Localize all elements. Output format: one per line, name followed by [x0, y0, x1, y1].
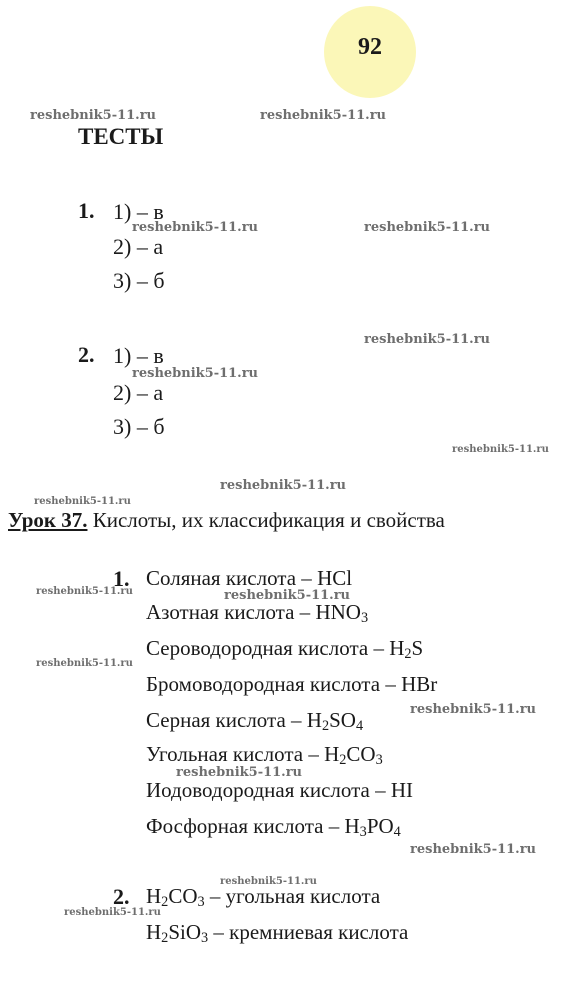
acid-line — [146, 672, 437, 697]
acid-name: Сероводородная кислота – — [146, 636, 390, 660]
formula-subscript: 2 — [339, 752, 347, 769]
watermark: reshebnik5-11.ru — [364, 220, 491, 235]
formula-subscript: 3 — [197, 894, 205, 911]
watermark: reshebnik5-11.ru — [36, 658, 133, 669]
acid-line — [146, 636, 423, 661]
lesson-title: Кислоты, их классификация и свойства — [92, 508, 445, 532]
formula-subscript: 4 — [355, 718, 364, 735]
acid-name: Угольная кислота – — [146, 742, 325, 766]
formula-subscript: 2 — [404, 646, 412, 663]
formula-subscript: 4 — [393, 824, 401, 841]
test-answer: 1) – в — [113, 199, 164, 224]
formula-subscript: 2 — [321, 718, 330, 735]
watermark: reshebnik5-11.ru — [260, 108, 387, 123]
acid-formula: SiO — [168, 920, 201, 944]
watermark: reshebnik5-11.ru — [132, 366, 259, 381]
watermark: reshebnik5-11.ru — [176, 765, 303, 780]
acid-formula: H — [324, 742, 340, 766]
acid-formula: H — [344, 814, 360, 838]
watermark: reshebnik5-11.ru — [132, 220, 259, 235]
test-question-number: 2. — [78, 342, 95, 367]
acid-formula: S — [411, 636, 424, 660]
task-number: 1. — [113, 566, 130, 591]
watermark: reshebnik5-11.ru — [410, 842, 537, 857]
acid-name: Серная кислота – — [146, 708, 307, 732]
acid-name: Фосфорная кислота – — [146, 814, 345, 838]
acid-line — [146, 814, 401, 839]
acid-name: Соляная кислота – — [146, 566, 318, 590]
test-answer: 1) – в — [113, 343, 164, 368]
acid-formula: PO — [366, 814, 394, 838]
acid-formula: H — [389, 636, 405, 660]
test-answer: 2) – а — [113, 380, 164, 405]
watermark: reshebnik5-11.ru — [224, 588, 351, 603]
watermark: reshebnik5-11.ru — [220, 478, 347, 493]
acid-formula: CO — [346, 742, 376, 766]
acid-name: Бромоводородная кислота – — [146, 672, 402, 696]
test-question-number: 1. — [78, 198, 95, 223]
formula-subscript: 3 — [201, 930, 209, 947]
acid-formula: HBr — [401, 672, 438, 696]
acid-name: – угольная кислота — [204, 884, 381, 908]
acid-line — [146, 778, 413, 803]
acid-line — [146, 566, 352, 591]
test-answer: 3) – б — [113, 414, 165, 439]
formula-subscript: 3 — [360, 610, 369, 627]
watermark: reshebnik5-11.ru — [220, 876, 317, 887]
acid-formula: HI — [390, 778, 414, 802]
watermark: reshebnik5-11.ru — [452, 444, 549, 455]
acid-formula: H — [146, 920, 162, 944]
watermark: reshebnik5-11.ru — [410, 702, 537, 717]
acid-formula: SO — [329, 708, 356, 732]
formula-subscript: 3 — [359, 824, 367, 841]
acid-name: Азотная кислота – — [146, 600, 316, 624]
acid-formula: CO — [168, 884, 198, 908]
lesson-label: Урок 37. — [8, 508, 88, 532]
formula-subscript: 2 — [161, 930, 169, 947]
test-answer: 2) – а — [113, 234, 164, 259]
watermark: reshebnik5-11.ru — [36, 586, 133, 597]
acid-formula: HNO — [315, 600, 361, 624]
formula-subscript: 3 — [375, 752, 383, 769]
acid-name: Иодоводородная кислота – — [146, 778, 391, 802]
task-number: 2. — [113, 884, 130, 909]
watermark: reshebnik5-11.ru — [34, 496, 131, 507]
formula-subscript: 2 — [161, 894, 169, 911]
tests-heading: ТЕСТЫ — [78, 124, 164, 149]
acid-line — [146, 708, 363, 733]
watermark: reshebnik5-11.ru — [64, 907, 161, 918]
test-answer: 3) – б — [113, 268, 165, 293]
acid-name: – кремниевая кислота — [208, 920, 409, 944]
acid-line — [146, 920, 408, 945]
page-number: 92 — [358, 34, 382, 60]
lesson-heading — [8, 508, 445, 533]
acid-formula: HCl — [317, 566, 353, 590]
acid-line — [146, 600, 368, 625]
acid-formula: H — [146, 884, 162, 908]
watermark: reshebnik5-11.ru — [364, 332, 491, 347]
watermark: reshebnik5-11.ru — [30, 108, 157, 123]
acid-formula: H — [306, 708, 322, 732]
acid-line — [146, 742, 383, 767]
acid-line — [146, 884, 380, 909]
